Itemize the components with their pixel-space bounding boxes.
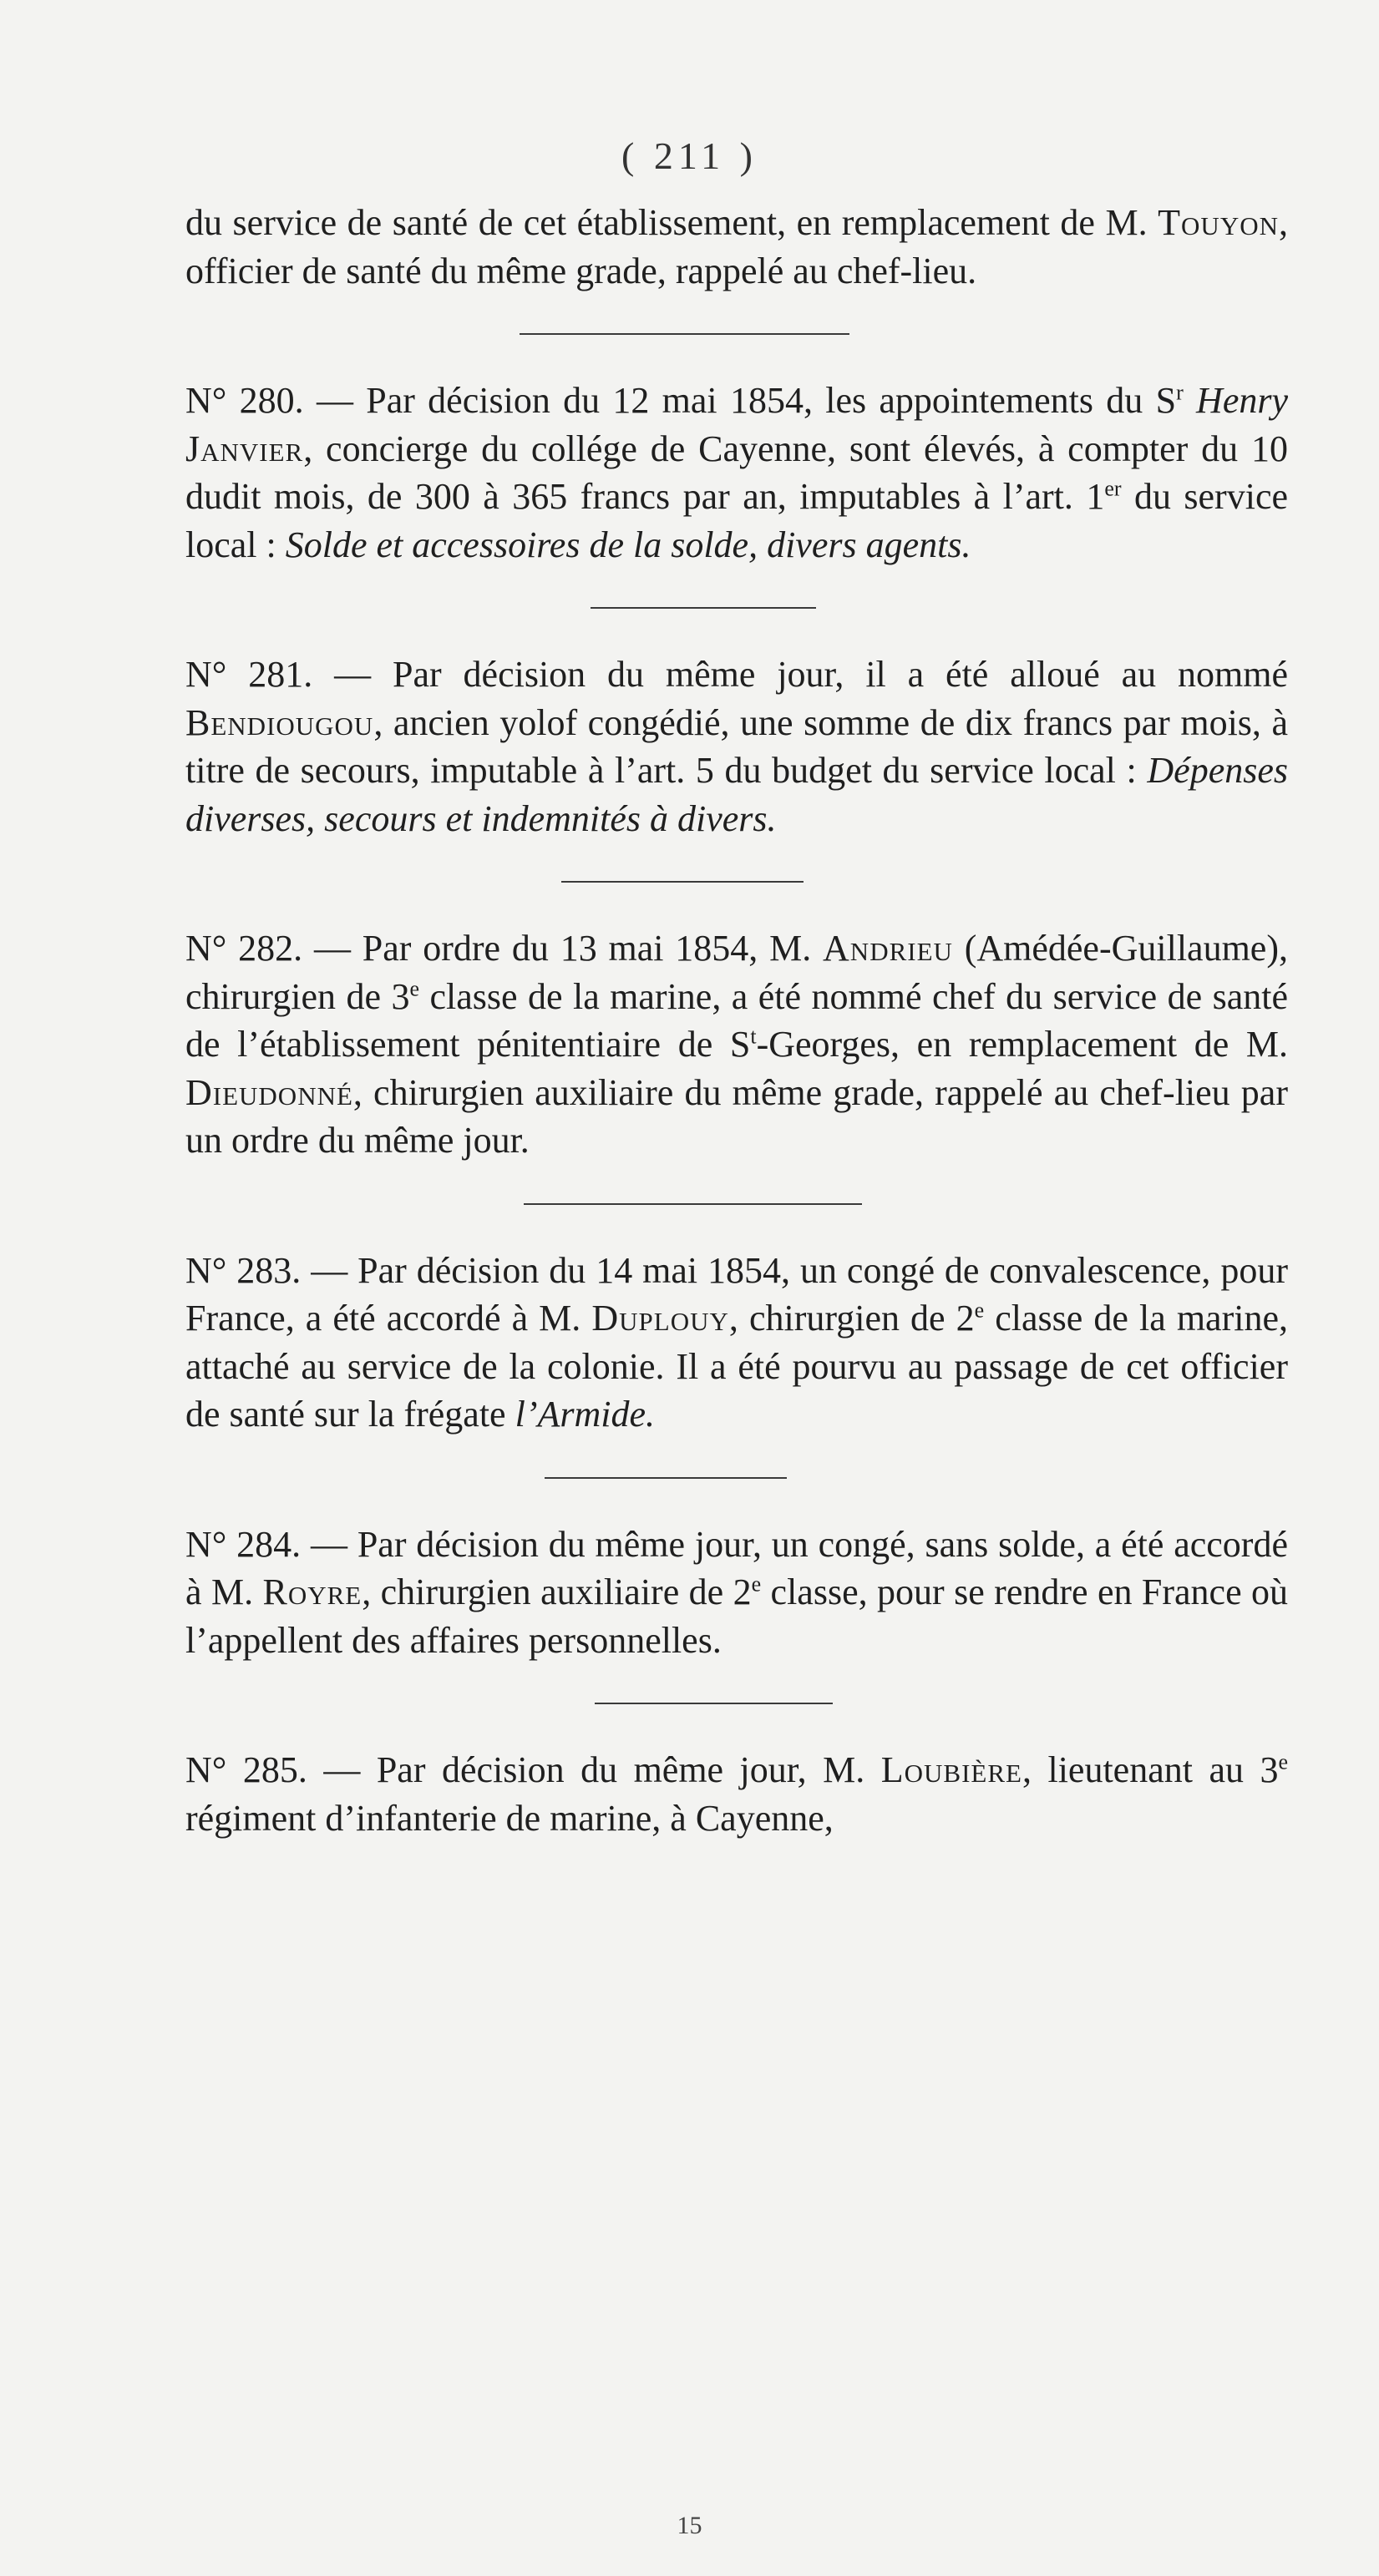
separator-rule bbox=[524, 1203, 862, 1205]
entry-282: N° 282. — Par ordre du 13 mai 1854, M. Andrieu (Amédée-Guillaume), chirurgien de 3e classe de la marine, a été nommé chef du service de santé de l’établissement pénitentiaire de $S^t$-Georges, en remplacement de M. Dieudonné, chirurgien auxiliaire du même grade, rappelé au chef-lieu par un ordre du même jour. bbox=[185, 928, 1289, 1161]
person-name: Janvier bbox=[185, 428, 304, 469]
person-name: Bendiougou bbox=[185, 701, 374, 743]
page-number: ( 211 ) bbox=[621, 134, 758, 177]
entry-285: N° 285. — Par décision du même jour, M. Loubière, lieutenant au 3e régiment d’infanterie de marine, à Cayenne, bbox=[185, 1749, 1289, 1839]
body-text bbox=[185, 199, 1288, 1842]
separator-rule bbox=[561, 881, 804, 883]
person-name: Royre bbox=[262, 1571, 362, 1612]
separator-rule bbox=[545, 1477, 787, 1479]
person-name: Andrieu bbox=[823, 928, 953, 969]
signature-mark: 15 bbox=[677, 2512, 702, 2539]
continuation-paragraph: du service de santé de cet établissement, en remplacement de M. Touyon, officier de santé du même grade, rappelé au chef-lieu. bbox=[185, 202, 1288, 291]
separator-rule bbox=[591, 607, 816, 609]
entry-280: N° 280. — Par décision du 12 mai 1854, les appointements du $S^r$ Henry Janvier, concierge du collége de Cayenne, sont élevés, à compter du 10 dudit mois, de 300 à 365 francs par an, imputables à l’art. 1er du service local : Solde et accessoires de la solde, divers agents. bbox=[185, 380, 1289, 565]
entry-283: N° 283. — Par décision du 14 mai 1854, un congé de convalescence, pour France, a été accordé à M. Duplouy, chirurgien de 2e classe de la marine, attaché au service de la colonie. Il a été pourvu au passage de cet officier de santé sur la frégate l’Armide. bbox=[185, 1249, 1288, 1435]
entry-281: N° 281. — Par décision du même jour, il a été alloué au nommé Bendiougou, ancien yolof congédié, une somme de dix francs par mois, à titre de secours, imputable à l’art. 5 du budget du service local : Dépenses diverses, secours et indemnités à divers. bbox=[185, 654, 1288, 839]
person-name: Loubière bbox=[880, 1749, 1022, 1790]
person-name: Dieudonné bbox=[185, 1071, 353, 1113]
entry-284: N° 284. — Par décision du même jour, un congé, sans solde, a été accordé à M. Royre, chirurgien auxiliaire de 2e classe, pour se rendre en France où l’appellent des affaires personnelles. bbox=[185, 1523, 1289, 1661]
separator-rule bbox=[520, 333, 849, 335]
separator-rule bbox=[595, 1703, 833, 1704]
person-name: Touyon bbox=[1158, 202, 1279, 243]
person-name: Duplouy bbox=[591, 1298, 729, 1339]
